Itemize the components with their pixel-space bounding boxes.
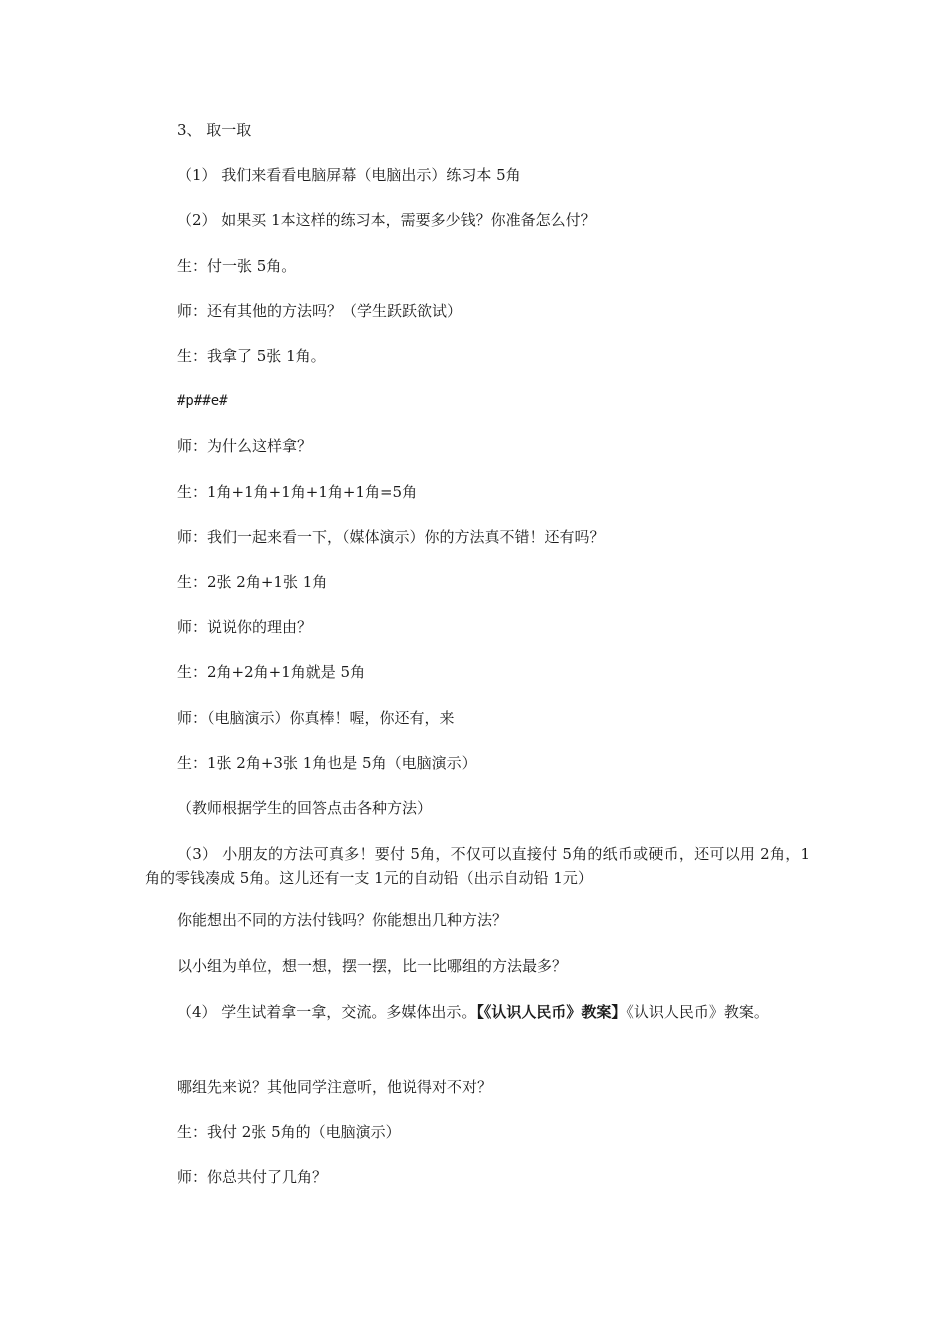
paragraph: 师：还有其他的方法吗？（学生跃跃欲试） [177, 302, 463, 320]
paragraph: （教师根据学生的回答点击各种方法） [177, 799, 433, 817]
paragraph: 生：1张 2角+3张 1角也是 5角（电脑演示） [177, 754, 477, 772]
paragraph: 师：为什么这样拿？ [177, 437, 313, 455]
paragraph: 师：你总共付了几角？ [177, 1168, 328, 1186]
paragraph: 你能想出不同的方法付钱吗？你能想出几种方法？ [177, 911, 508, 929]
paragraph: 生：2角+2角+1角就是 5角 [177, 663, 366, 681]
paragraph-multiline: （3） 小朋友的方法可真多！要付 5角，不仅可以直接付 5角的纸币或硬币，还可以用 2角，1角的零钱凑成 5角。这儿还有一支 1元的自动铅（出示自动铅 1元） [145, 845, 810, 887]
paragraph: 生：付一张 5角。 [177, 257, 297, 275]
paragraph: 生：我付 2张 5角的（电脑演示） [177, 1123, 401, 1141]
paragraph: 师：（电脑演示）你真棒！喔，你还有，来 [177, 709, 455, 727]
paragraph: 师：说说你的理由？ [177, 618, 313, 636]
paragraph: （1） 我们来看看电脑屏幕（电脑出示）练习本 5角 [177, 166, 521, 184]
paragraph: 生：我拿了 5张 1角。 [177, 347, 326, 365]
paragraph: 生：2张 2角+1张 1角 [177, 573, 328, 591]
bold-title: 【《认识人民币》教案】 [476, 1003, 627, 1021]
paragraph: 以小组为单位，想一想，摆一摆，比一比哪组的方法最多？ [177, 957, 568, 975]
paragraph-multiline [145, 1000, 810, 1024]
paragraph: 哪组先来说？其他同学注意听，他说得对不对？ [177, 1078, 493, 1096]
paragraph: （2） 如果买 1本这样的练习本，需要多少钱？你准备怎么付？ [177, 211, 596, 229]
paragraph: 师：我们一起来看一下，（媒体演示）你的方法真不错！还有吗？ [177, 528, 605, 546]
page-marker: #p##e# [177, 393, 228, 409]
paragraph-tail: 《认识人民币》教案。 [626, 1003, 769, 1021]
paragraph: 生：1角+1角+1角+1角+1角=5角 [177, 483, 418, 501]
section-heading: 3、 取一取 [177, 121, 252, 139]
paragraph-text: （4） 学生试着拿一拿，交流。多媒体出示。 [177, 1003, 477, 1021]
